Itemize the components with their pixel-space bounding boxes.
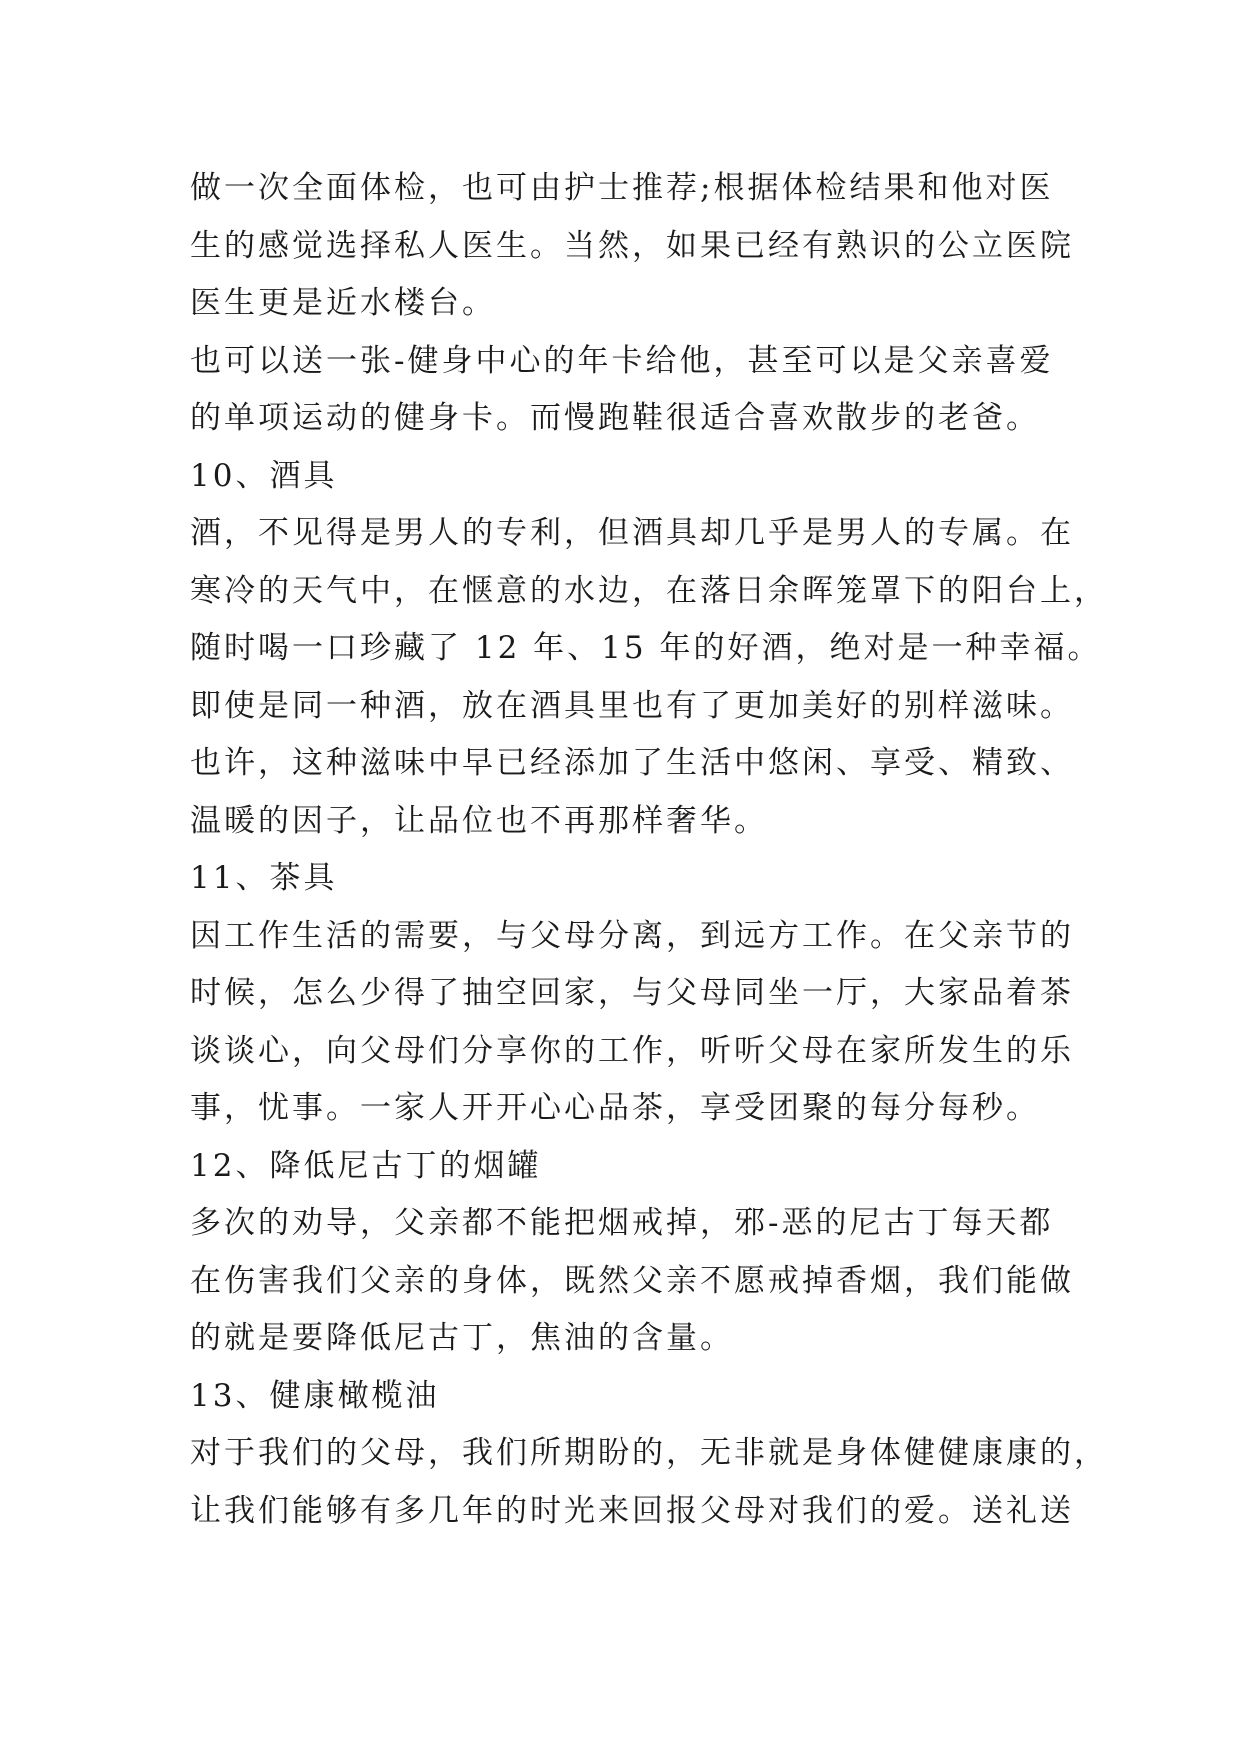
text-line: 酒，不见得是男人的专利，但酒具却几乎是男人的专属。在 bbox=[190, 515, 1074, 551]
text-line: 医生更是近水楼台。 bbox=[190, 285, 496, 321]
text-line: 让我们能够有多几年的时光来回报父母对我们的爱。送礼送 bbox=[190, 1492, 1074, 1529]
text-line: 因工作生活的需要，与父母分离，到远方工作。在父亲节的 bbox=[190, 917, 1074, 954]
text-line: 时候，怎么少得了抽空回家，与父母同坐一厅，大家品着茶 bbox=[190, 975, 1074, 1011]
text-line: 的单项运动的健身卡。而慢跑鞋很适合喜欢散步的老爸。 bbox=[190, 400, 1040, 436]
text-line: 温暖的因子，让品位也不再那样奢华。 bbox=[190, 802, 768, 839]
text-line: 的就是要降低尼古丁，焦油的含量。 bbox=[190, 1320, 734, 1356]
text-line: 也许，这种滋味中早已经添加了生活中悠闲、享受、精致、 bbox=[190, 745, 1074, 781]
text-line: 做一次全面体检，也可由护士推荐;根据体检结果和他对医 bbox=[190, 170, 1054, 206]
text-line: 事，忧事。一家人开开心心品茶，享受团聚的每分每秒。 bbox=[190, 1090, 1040, 1126]
text-line: 多次的劝导，父亲都不能把烟戒掉，邪-恶的尼古丁每天都 bbox=[190, 1205, 1054, 1241]
text-line: 对于我们的父母，我们所期盼的，无非就是身体健健康康的， bbox=[190, 1435, 1108, 1471]
section-heading-10: 10、酒具 bbox=[190, 457, 338, 494]
text-line: 寒冷的天气中，在惬意的水边，在落日余晖笼罩下的阳台上， bbox=[190, 572, 1108, 609]
document-body bbox=[190, 160, 1108, 1540]
text-line: 也可以送一张-健身中心的年卡给他，甚至可以是父亲喜爱 bbox=[190, 342, 1054, 379]
section-heading-12: 12、降低尼古丁的烟罐 bbox=[190, 1147, 542, 1184]
text-line: 即使是同一种酒，放在酒具里也有了更加美好的别样滋味。 bbox=[190, 687, 1074, 724]
text-line: 在伤害我们父亲的身体，既然父亲不愿戒掉香烟，我们能做 bbox=[190, 1262, 1074, 1299]
section-heading-13: 13、健康橄榄油 bbox=[190, 1377, 440, 1414]
text-line: 谈谈心，向父母们分享你的工作，听听父母在家所发生的乐 bbox=[190, 1032, 1074, 1069]
text-line: 随时喝一口珍藏了 12 年、15 年的好酒，绝对是一种幸福。 bbox=[190, 630, 1102, 666]
text-line: 生的感觉选择私人医生。当然，如果已经有熟识的公立医院 bbox=[190, 227, 1074, 264]
section-heading-11: 11、茶具 bbox=[190, 860, 338, 896]
